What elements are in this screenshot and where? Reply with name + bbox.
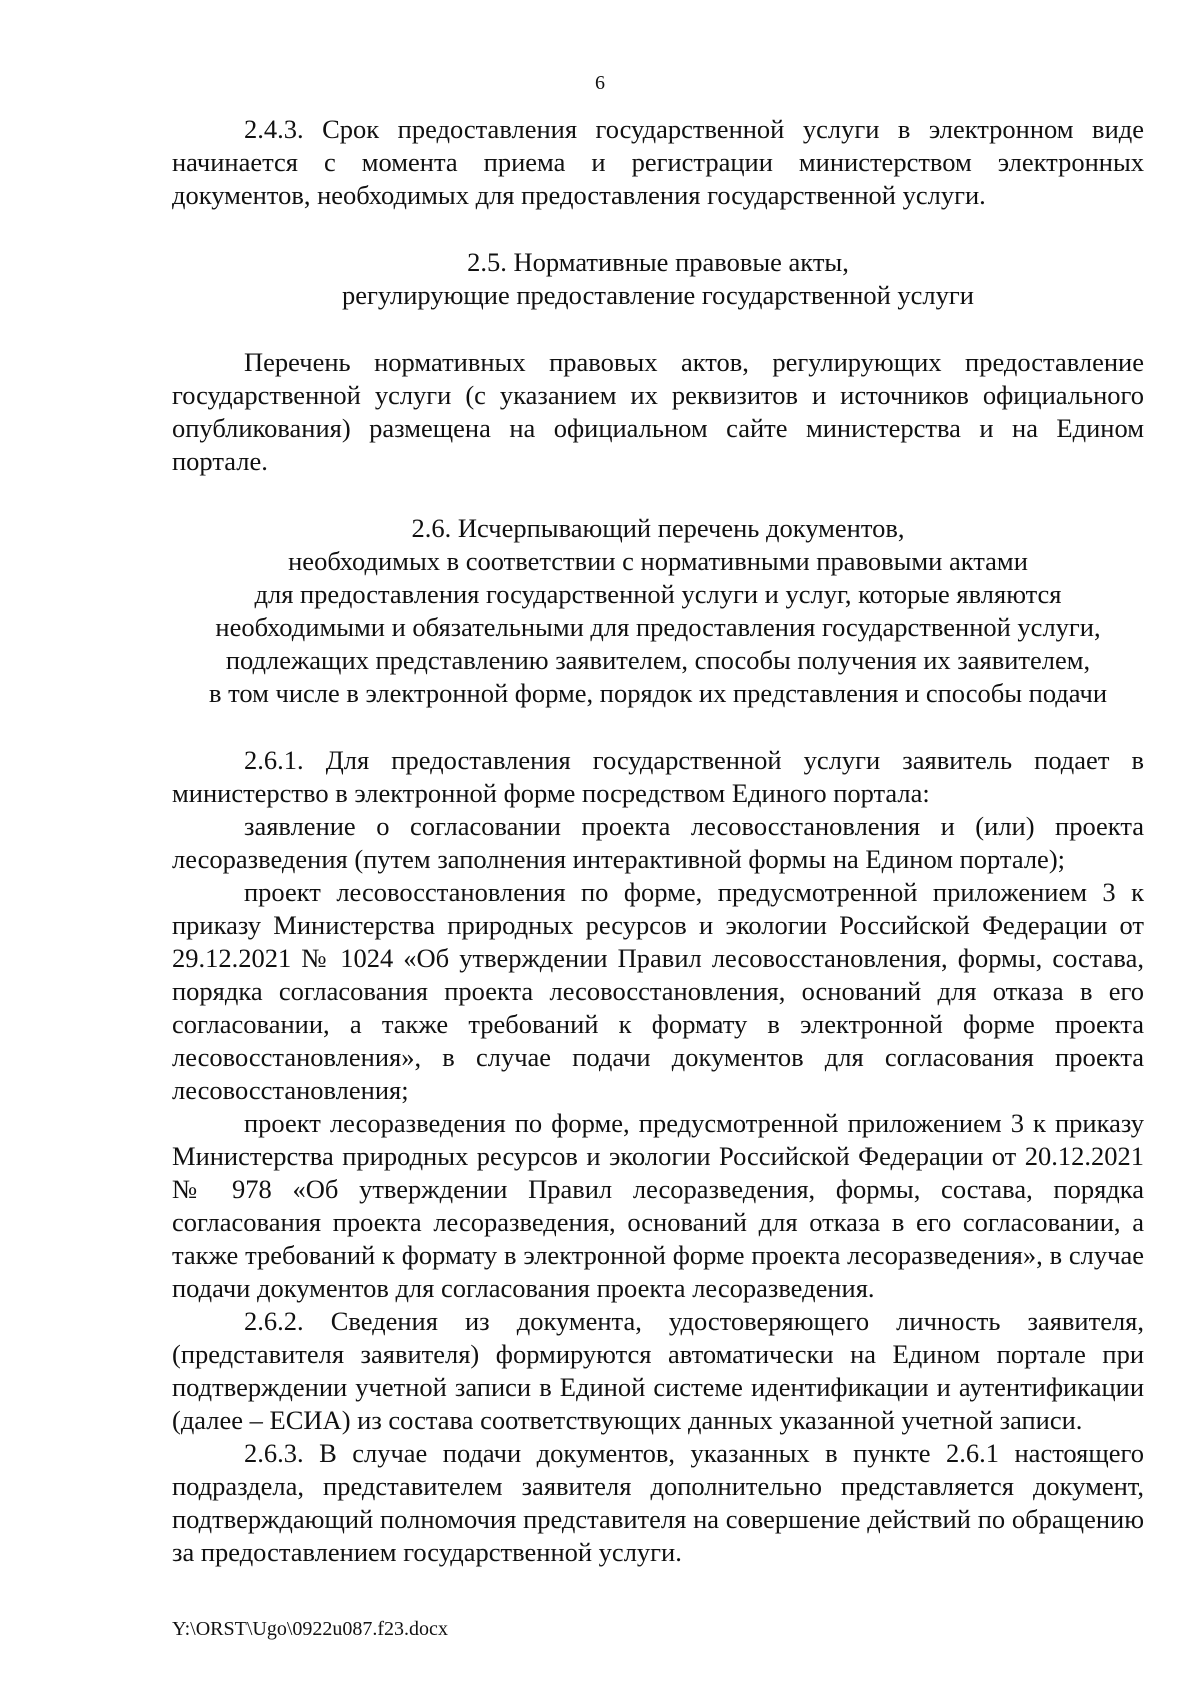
spacer bbox=[172, 478, 1144, 512]
heading-2-6-line-5: подлежащих представлению заявителем, способы получения их заявителем, bbox=[225, 645, 1091, 675]
paragraph-2-5: Перечень нормативных правовых актов, регулирующих предоставление государственной услуги (с указанием их реквизитов и источников официального опубликования) размещена на официальном сайте министерства и на Едином портале. bbox=[172, 347, 1144, 476]
document-body bbox=[172, 113, 1144, 1569]
heading-2-6-line-1: 2.6. Исчерпывающий перечень документов, bbox=[411, 513, 905, 543]
heading-2-6-line-2: необходимых в соответствии с нормативными правовыми актами bbox=[288, 546, 1028, 576]
heading-2-5-line-1: 2.5. Нормативные правовые акты, bbox=[467, 247, 849, 277]
spacer bbox=[172, 710, 1144, 744]
paragraph-2-6-1-application: заявление о согласовании проекта лесовосстановления и (или) проекта лесоразведения (путем заполнения интерактивной формы на Едином портале); bbox=[172, 811, 1144, 874]
paragraph-2-4-3: 2.4.3. Срок предоставления государственной услуги в электронном виде начинается с момента приема и регистрации министерством электронных документов, необходимых для предоставления государственной услуги. bbox=[172, 114, 1144, 210]
heading-2-6-line-4: необходимыми и обязательными для предоставления государственной услуги, bbox=[215, 612, 1101, 642]
heading-2-6-line-3: для предоставления государственной услуги и услуг, которые являются bbox=[254, 579, 1062, 609]
heading-2-5-line-2: регулирующие предоставление государственной услуги bbox=[342, 280, 974, 310]
heading-2-6-line-6: в том числе в электронной форме, порядок их представления и способы подачи bbox=[209, 678, 1107, 708]
paragraph-2-6-1: 2.6.1. Для предоставления государственной услуги заявитель подает в министерство в электронной форме посредством Единого портала: bbox=[172, 745, 1144, 808]
page-number: 6 bbox=[595, 72, 605, 94]
paragraph-2-6-1-afforestation-project: проект лесоразведения по форме, предусмотренной приложением 3 к приказу Министерства природных ресурсов и экологии Российской Федерации от 20.12.2021 № 978 «Об утверждении Правил лесоразведения, формы, состава, порядка согласования проекта лесоразведения, оснований для отказа в его согласовании, а также требований к формату в электронной форме проекта лесоразведения», в случае подачи документов для согласования проекта лесоразведения. bbox=[172, 1108, 1144, 1303]
paragraph-2-6-3: 2.6.3. В случае подачи документов, указанных в пункте 2.6.1 настоящего подраздела, представителем заявителя дополнительно представляется документ, подтверждающий полномочия представителя на совершение действий по обращению за предоставлением государственной услуги. bbox=[172, 1438, 1144, 1567]
paragraph-2-6-1-reforestation-project: проект лесовосстановления по форме, предусмотренной приложением 3 к приказу Министерства природных ресурсов и экологии Российской Федерации от 29.12.2021 № 1024 «Об утверждении Правил лесовосстановления, формы, состава, порядка согласования проекта лесовосстановления, оснований для отказа в его согласовании, а также требований к формату в электронной форме проекта лесовосстановления», в случае подачи документов для согласования проекта лесовосстановления; bbox=[172, 877, 1144, 1105]
spacer bbox=[172, 212, 1144, 246]
paragraph-2-6-2: 2.6.2. Сведения из документа, удостоверяющего личность заявителя, (представителя заявителя) формируются автоматически на Едином портале при подтверждении учетной записи в Единой системе идентификации и аутентификации (далее – ЕСИА) из состава соответствующих данных указанной учетной записи. bbox=[172, 1306, 1144, 1435]
file-path-footer: Y:\ORST\Ugo\0922u087.f23.docx bbox=[172, 1618, 448, 1640]
spacer bbox=[172, 312, 1144, 346]
